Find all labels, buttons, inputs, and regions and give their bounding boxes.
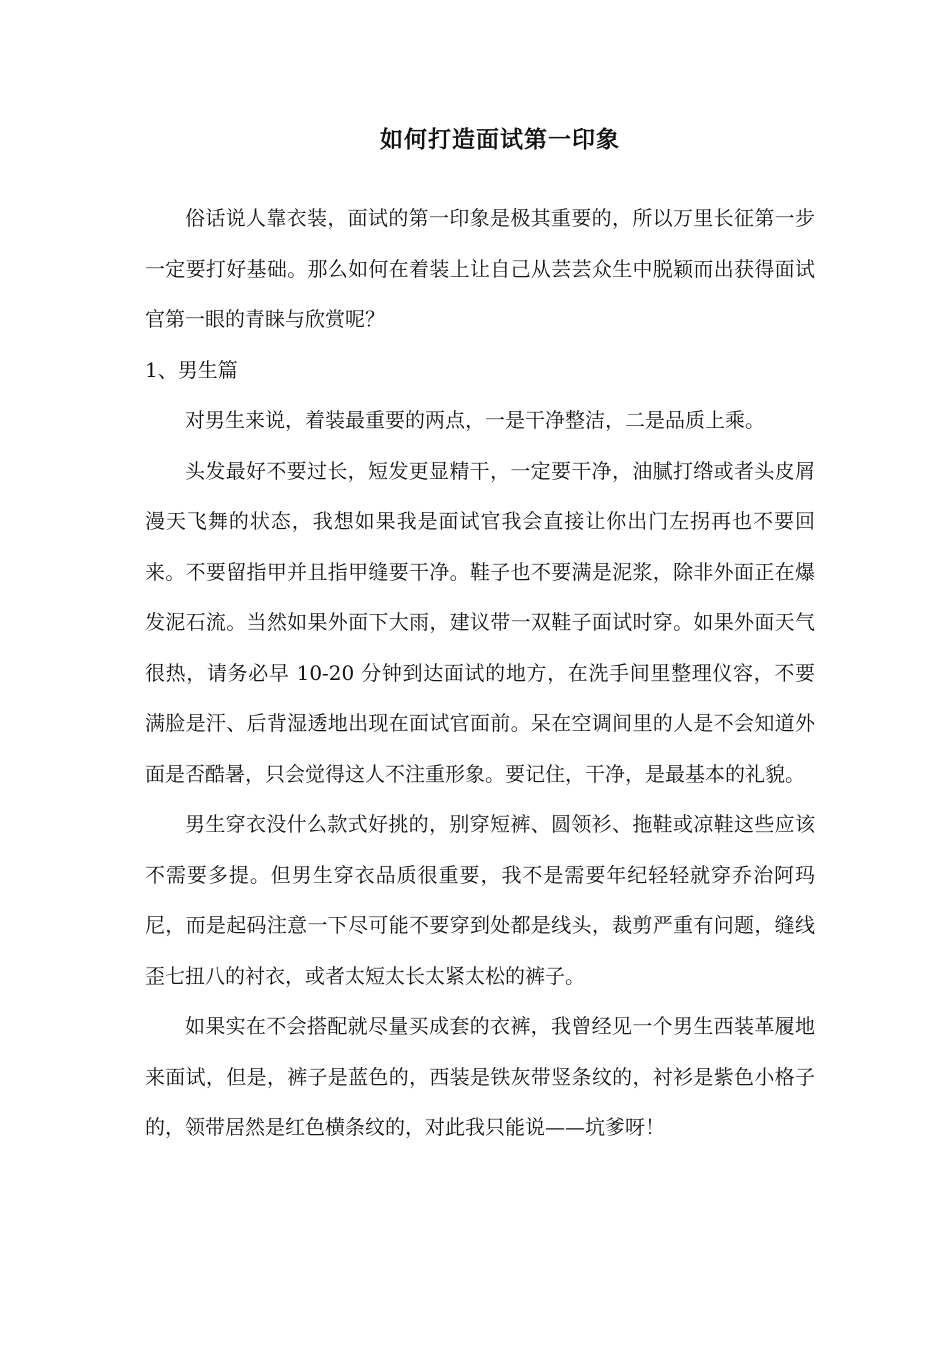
paragraph-male-summary: 对男生来说，着装最重要的两点，一是干净整洁，二是品质上乘。 bbox=[185, 408, 765, 432]
paragraph-matching-outfit: 如果实在不会搭配就尽量买成套的衣裤，我曾经见一个男生西装革履地来面试，但是，裤子是蓝色的，西装是铁灰带竖条纹的，衬衫是紫色小格子的，领带居然是红色横条纹的，对此我只能说——坑爹呀！ bbox=[145, 1014, 815, 1139]
paragraph-intro: 俗话说人靠衣装，面试的第一印象是极其重要的，所以万里长征第一步一定要打好基础。那么如何在着装上让自己从芸芸众生中脱颖而出获得面试官第一眼的青睐与欣赏呢？ bbox=[145, 206, 815, 331]
paragraph-hair-cleanliness: 头发最好不要过长，短发更显精干，一定要干净，油腻打绺或者头皮屑漫天飞舞的状态，我想如果我是面试官我会直接让你出门左拐再也不要回来。不要留指甲并且指甲缝要干净。鞋子也不要满是泥浆，除非外面正在爆发泥石流。当然如果外面下大雨，建议带一双鞋子面试时穿。如果外面天气很热，请务必早 10-20 分钟到达面试的地方，在洗手间里整理仪容，不要满脸是汗、后背湿透地出现在面试官面前。呆在空调间里的人是不会知道外面是否酷暑，只会觉得这人不注重形象。要记住，干净，是最基本的礼貌。 bbox=[145, 458, 815, 786]
document-body bbox=[145, 193, 815, 1153]
document-title: 如何打造面试第一印象 bbox=[380, 126, 620, 153]
paragraph-clothing-quality: 男生穿衣没什么款式好挑的，别穿短裤、圆领衫、拖鞋或凉鞋这些应该不需要多提。但男生穿衣品质很重要，我不是需要年纪轻轻就穿乔治阿玛尼，而是起码注意一下尽可能不要穿到处都是线头，裁剪严重有问题，缝线歪七扭八的衬衣，或者太短太长太紧太松的裤子。 bbox=[145, 812, 815, 988]
section-heading-male: 1、男生篇 bbox=[145, 357, 238, 382]
